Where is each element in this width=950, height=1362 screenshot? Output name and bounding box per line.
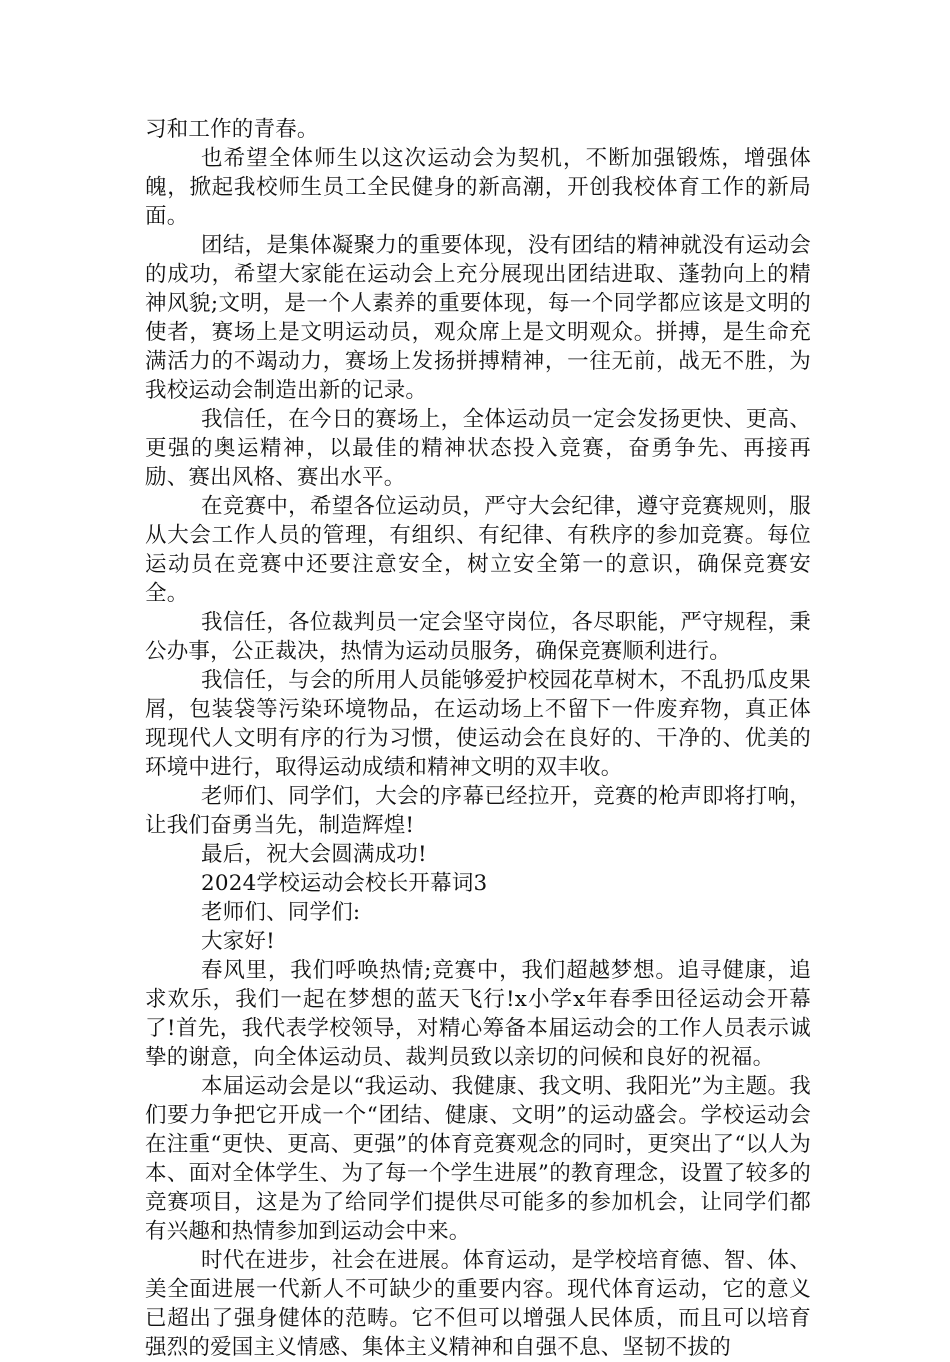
paragraph: 团结，是集体凝聚力的重要体现，没有团结的精神就没有运动会的成功，希望大家能在运动会上充分展现出团结进取、蓬勃向上的精神风貌;文明，是一个人素养的重要体现，每一个同学都应该是文明的使者，赛场上是文明运动员，观众席上是文明观众。拼搏，是生命充满活力的不竭动力，赛场上发扬拼搏精神，一往无前，战无不胜，为我校运动会制造出新的记录。 — [145, 233, 811, 403]
paragraph: 时代在进步，社会在进展。体育运动，是学校培育德、智、体、美全面进展一代新人不可缺少的重要内容。现代体育运动，它的意义已超出了强身健体的范畴。它不但可以增强人民体质，而且可以培育强烈的爱国主义情感、集体主义精神和自强不息、坚韧不拔的 — [145, 1248, 811, 1360]
paragraph: 我信任，与会的所用人员能够爱护校园花草树木，不乱扔瓜皮果屑，包装袋等污染环境物品，在运动场上不留下一件废弃物，真正体现现代人文明有序的行为习惯，使运动会在良好的、干净的、优美的环境中进行，取得运动成绩和精神文明的双丰收。 — [145, 668, 811, 780]
closing-line: 最后，祝大会圆满成功! — [201, 842, 427, 867]
paragraph: 老师们、同学们，大会的序幕已经拉开，竞赛的枪声即将打响，让我们奋勇当先，制造辉煌! — [145, 784, 811, 838]
paragraph: 本届运动会是以“我运动、我健康、我文明、我阳光”为主题。我们要力争把它开成一个“团结、健康、文明”的运动盛会。学校运动会在注重“更快、更高、更强”的体育竞赛观念的同时，更突出了“以人为本、面对全体学生、为了每一个学生进展”的教育理念，设置了较多的竞赛项目，这是为了给同学们提供尽可能多的参加机会，让同学们都有兴趣和热情参加到运动会中来。 — [145, 1074, 811, 1244]
paragraph: 我信任，在今日的赛场上，全体运动员一定会发扬更快、更高、更强的奥运精神，以最佳的精神状态投入竞赛，奋勇争先、再接再励、赛出风格、赛出水平。 — [145, 407, 811, 490]
salutation: 老师们、同学们: — [201, 900, 361, 925]
section-title: 2024学校运动会校长开幕词3 — [201, 871, 488, 896]
paragraph: 也希望全体师生以这次运动会为契机，不断加强锻炼，增强体魄，掀起我校师生员工全民健身的新高潮，开创我校体育工作的新局面。 — [145, 146, 811, 229]
paragraph: 在竞赛中，希望各位运动员，严守大会纪律，遵守竞赛规则，服从大会工作人员的管理，有组织、有纪律、有秩序的参加竞赛。每位运动员在竞赛中还要注意安全，树立安全第一的意识，确保竞赛安全。 — [145, 494, 811, 606]
paragraph: 我信任，各位裁判员一定会坚守岗位，各尽职能，严守规程，秉公办事，公正裁决，热情为运动员服务，确保竞赛顺利进行。 — [145, 610, 811, 664]
document-page — [145, 115, 811, 1362]
greeting: 大家好! — [201, 929, 275, 954]
paragraph: 习和工作的青春。 — [145, 117, 319, 142]
paragraph: 春风里，我们呼唤热情;竞赛中，我们超越梦想。追寻健康，追求欢乐，我们一起在梦想的蓝天飞行!x小学x年春季田径运动会开幕了!首先，我代表学校领导，对精心筹备本届运动会的工作人员表示诚挚的谢意，向全体运动员、裁判员致以亲切的问候和良好的祝福。 — [145, 958, 811, 1070]
